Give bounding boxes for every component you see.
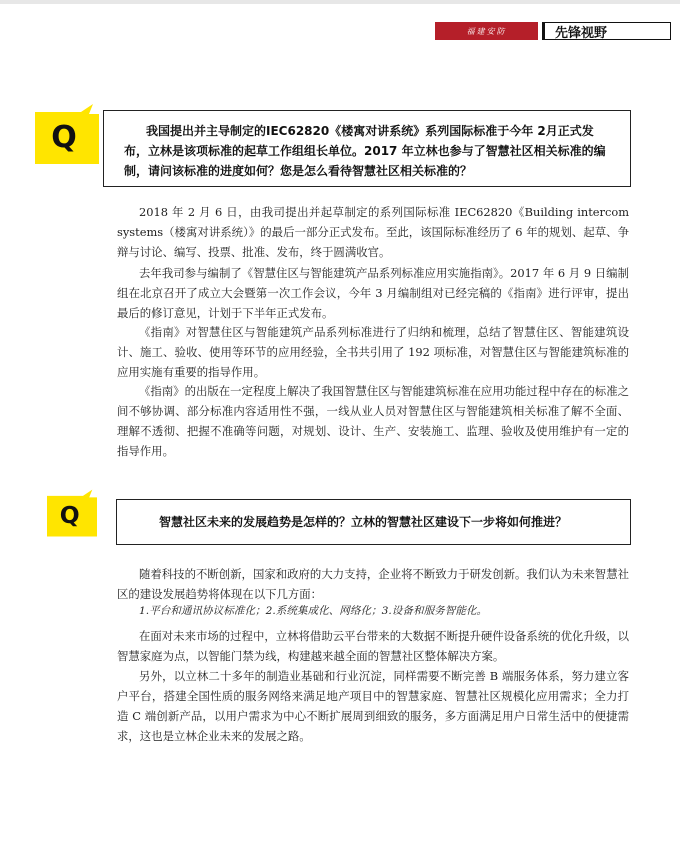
answer-paragraph: 在面对未来市场的过程中，立林将借助云平台带来的大数据不断提升硬件设备系统的优化升级，以智慧家庭为点，以智能门禁为线，构建越来越全面的智慧社区整体解决方案。 — [117, 629, 629, 663]
question-box-1 — [103, 110, 631, 187]
header-column-label: 福建安防 — [435, 22, 538, 40]
question-badge-icon — [35, 104, 99, 164]
top-rule — [0, 0, 680, 4]
trend-list: 1.平台和通讯协议标准化；2.系统集成化、网络化；3.设备和服务智能化。 — [139, 605, 488, 617]
question-text: 我国提出并主导制定的IEC62820《楼寓对讲系统》系列国际标准于今年 2月正式发布，立林是该项标准的起草工作组组长单位。2017 年立林也参与了智慧社区相关标准的编制，请问该标准的进度如何？您是怎么看待智慧社区相关标准的？ — [124, 124, 606, 178]
answer-paragraph: 2018 年 2 月 6 日，由我司提出并起草制定的系列国际标准 IEC62820《Building intercom systems（楼寓对讲系统）》的最后一部分正式发布。至此，该国际标准经历了 6 年的规划、起草、争辩与讨论、编写、投票、批准、发布，终于圆满收官。 — [117, 205, 629, 259]
answer-paragraph: 《指南》对智慧住区与智能建筑产品系列标准进行了归纳和梳理，总结了智慧住区、智能建筑设计、施工、验收、使用等环节的应用经验，全书共引用了 192 项标准，对智慧住区与智能建筑标准的应用实施有重要的指导作用。 — [117, 325, 629, 379]
svg-text:Q: Q — [51, 120, 77, 155]
question-text: 智慧社区未来的发展趋势是怎样的？立林的智慧社区建设下一步将如何推进？ — [159, 515, 568, 529]
answer-paragraph: 随着科技的不断创新，国家和政府的大力支持，企业将不断致力于研发创新。我们认为未来智慧社区的建设发展趋势将体现在以下几方面： — [117, 567, 629, 601]
answer-paragraph: 《指南》的出版在一定程度上解决了我国智慧住区与智能建筑标准在应用功能过程中存在的标准之间不够协调、部分标准内容适用性不强，一线从业人员对智慧住区与智能建筑相关标准了解不全面、理解不透彻、把握不准确等问题，对规划、设计、生产、安装施工、监理、验收及使用维护有一定的指导作用。 — [117, 384, 629, 458]
question-box-2 — [116, 499, 631, 545]
header-section-title: 先锋视野 — [542, 22, 671, 40]
page-header — [435, 22, 671, 40]
answer-paragraph: 去年我司参与编制了《智慧住区与智能建筑产品系列标准应用实施指南》。2017 年 6 月 9 日编制组在北京召开了成立大会暨第一次工作会议，今年 3 月编制组对已经完稿的《指南》进行评审，提出最后的修订意见，计划于下半年正式发布。 — [117, 266, 629, 320]
answer-paragraph: 另外，以立林二十多年的制造业基础和行业沉淀，同样需要不断完善 B 端服务体系，努力建立客户平台，搭建全国性质的服务网络来满足地产项目中的智慧家庭、智慧社区规模化应用需求；全力打造 C 端创新产品，以用户需求为中心不断扩展周到细致的服务，多方面满足用户日常生活中的便捷需求，这也是立林企业未来的发展之路。 — [117, 669, 629, 743]
question-badge-icon — [47, 487, 97, 539]
svg-text:Q: Q — [59, 501, 80, 530]
